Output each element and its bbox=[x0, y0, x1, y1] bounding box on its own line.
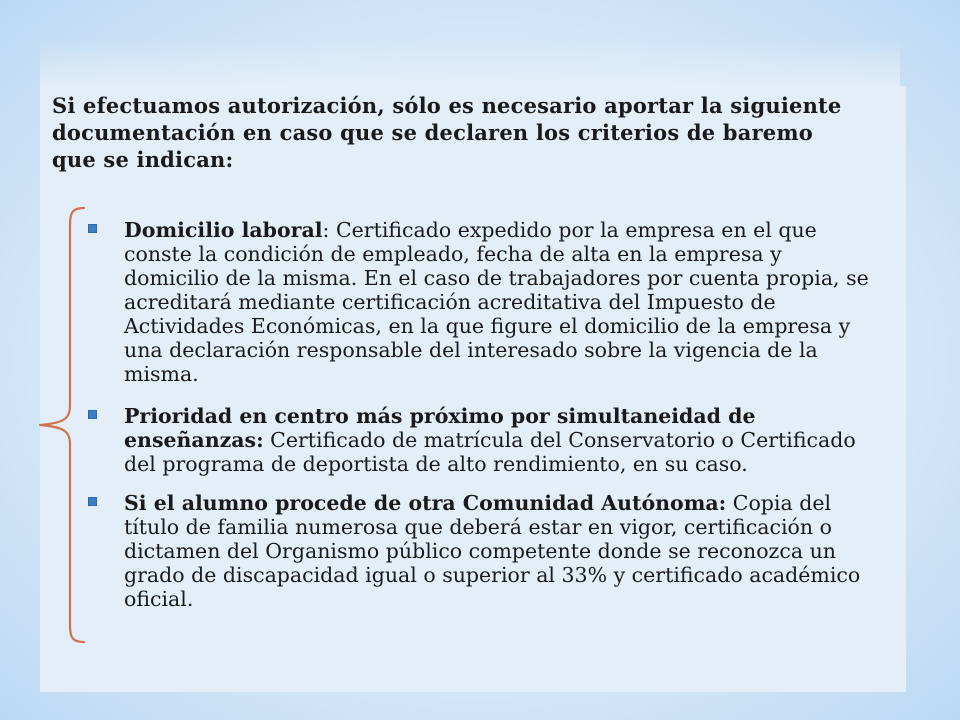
square-bullet-icon bbox=[88, 497, 97, 506]
item-text: Certificado de matrícula del Conservatorio o Certificado del programa de deportista de alto rendimiento, en su caso. bbox=[124, 428, 856, 476]
slide-heading: Si efectuamos autorización, sólo es necesario aportar la siguiente documentación en caso que se declaren los criterios de baremo que se indican: bbox=[52, 93, 842, 172]
item-term: Si el alumno procede de otra Comunidad Autónoma: bbox=[124, 491, 727, 515]
list-item bbox=[84, 491, 874, 611]
square-bullet-icon bbox=[88, 410, 97, 419]
item-term: Domicilio laboral bbox=[124, 218, 323, 242]
item-term: Prioridad en centro más próximo por simultaneidad de enseñanzas: bbox=[124, 404, 756, 452]
square-bullet-icon bbox=[88, 224, 97, 233]
item-text: Copia del título de familia numerosa que deberá estar en vigor, certificación o dictamen del Organismo público competente donde se reconozca un grado de discapacidad igual o superior al 33% y certificado académico oficial. bbox=[124, 491, 861, 611]
criteria-list bbox=[84, 218, 874, 629]
list-item bbox=[84, 404, 874, 476]
list-item bbox=[84, 218, 874, 386]
slide-top-glow bbox=[40, 38, 900, 88]
item-text: : Certificado expedido por la empresa en el que conste la condición de empleado, fecha de alta en la empresa y domicilio de la misma. En el caso de trabajadores por cuenta propia, se acreditará mediante certificación acreditativa del Impuesto de Actividades Económicas, en la que figure el domicilio de la empresa y una declaración responsable del interesado sobre la vigencia de la misma. bbox=[124, 218, 869, 386]
